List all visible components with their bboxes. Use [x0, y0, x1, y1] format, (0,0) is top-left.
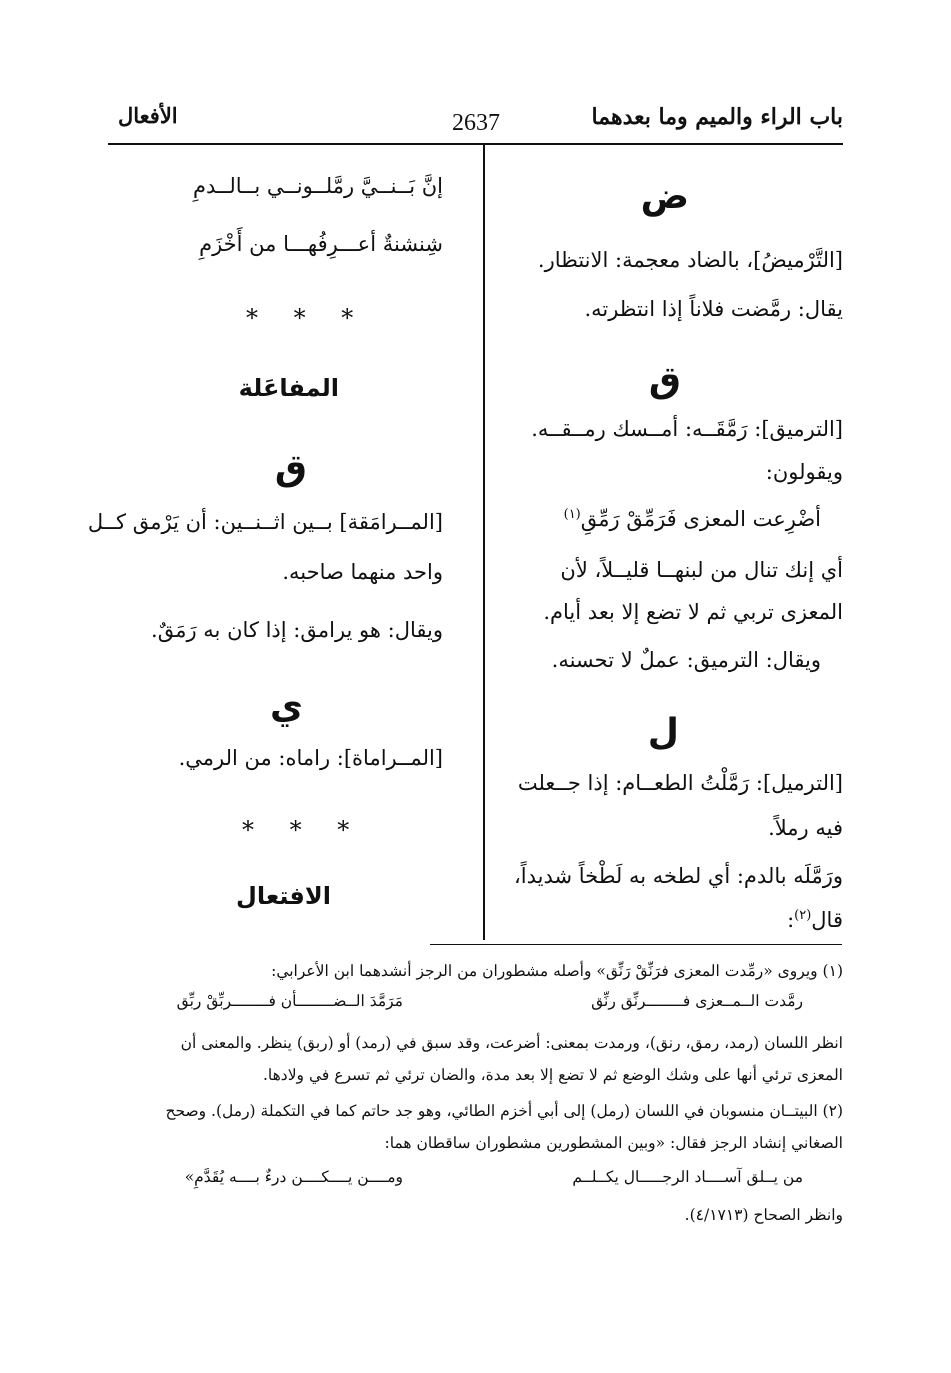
section-letter-qaf-left: ق — [274, 448, 307, 489]
entry-tarmil-1: [الترميل]: رَمَّلْتُ الطعــام: إذا جــعلت — [517, 771, 843, 795]
page-number: 2637 — [452, 110, 500, 136]
footnote-ref-2: (٢) — [794, 908, 812, 923]
footnote-1-line-3: المعزى ترئي أنها على وشك الوضع ثم لا تضع إلا بعد مدة، والضان ترئي ثم تسرع في ولادها. — [262, 1066, 843, 1084]
footnote-1-line-2: انظر اللسان (رمد، رمق، رنق)، ورمدت بمعنى: أضرعت، وقد سبق في (رمد) أو (ربق) ينظر. والمعنى أن — [180, 1034, 843, 1052]
footnote-2-line-3: وانظر الصحاح (٤/١٧١٣). — [684, 1206, 843, 1224]
entry-tarmiq-2: ويقال: الترميق: عملٌ لا تحسنه. — [551, 648, 821, 672]
proverb-explanation-1: أي إنك تنال من لبنهــا قليــلاً، لأن — [560, 558, 843, 582]
footnote-1-line-1: (١) ويروى «رمِّدت المعزى فرَنِّقْ رَنِّق» وأصله مشطوران من الرجز أنشدهما ابن الأعرابي: — [271, 962, 843, 980]
proverb-line — [564, 507, 821, 531]
entry-tarmid: [التَّرْميضُ]، بالضاد معجمة: الانتظار. — [537, 248, 843, 272]
footnote-1-verse-b: مَرَمَّدَ الــضــــــــأن فــــــــربِّقْ ربِّق — [176, 992, 403, 1010]
footnote-2-line-2: الصغاني إنشاد الرجز فقال: «وبين المشطورين مشطوران ساقطان هما: — [384, 1134, 843, 1152]
entry-rammalahu: ورَمَّلَه بالدم: أي لطخه به لَطْخاً شديداً، — [513, 864, 843, 888]
section-heading-mufaala: المفاعَلة — [238, 374, 339, 402]
qal-colon: : — [787, 908, 795, 932]
footnote-2-verse-b: ومــــن يــــكــــن درءٌ بــــه يُقَدَّمِ» — [184, 1168, 403, 1186]
section-letter-dad: ض — [640, 176, 689, 217]
entry-yuramiq: ويقال: هو يرامق: إذا كان به رَمَقٌ. — [151, 618, 443, 642]
footnote-ref-1: (١) — [563, 507, 581, 522]
section-letter-lam: ل — [647, 712, 679, 753]
proverb-explanation-2: المعزى تربي ثم لا تضع إلا بعد أيام. — [543, 600, 843, 624]
column-divider — [483, 145, 485, 940]
entry-tarmid-example: يقال: رمَّضت فلاناً إذا انتظرته. — [584, 297, 843, 321]
text-qal — [787, 908, 843, 932]
section-divider-stars-2: * * * — [242, 816, 364, 844]
entry-tarmiq: [الترميق]: رَمَّقَــه: أمــسك رمــقــه. — [531, 417, 843, 441]
footnote-2-line-1: (٢) البيتــان منسوبان في اللسان (رمل) إلى أبي أخزم الطائي، وهو جد حاتم كما في التكملة (رمل). وصحح — [165, 1102, 843, 1120]
verse-line-1: إنَّ بَــنــيَّ رمَّلــونــي بــالــدمِ — [192, 174, 443, 198]
text-yaqulun: ويقولون: — [765, 460, 843, 484]
running-head-chapter: باب الراء والميم وما بعدهما — [591, 104, 843, 130]
header-rule — [108, 143, 843, 145]
section-letter-qaf: ق — [648, 360, 681, 401]
entry-muramaqa-1: [المــرامَقة] بــين اثــنــين: أن يَرْمق كــل — [87, 510, 443, 534]
section-divider-stars-1: * * * — [246, 304, 368, 332]
entry-tarmil-2: فيه رملاً. — [768, 816, 843, 840]
section-letter-ya: ي — [270, 686, 303, 727]
footnote-rule — [430, 944, 842, 945]
footnote-2-verse-a: من يــلق آســــاد الرجـــــال يكــلــم — [572, 1168, 803, 1186]
qal-word: قال — [811, 908, 843, 932]
section-heading-iftial: الافتعال — [236, 882, 331, 910]
proverb-text: أضْرِعت المعزى فَرَمِّقْ رَمِّقِ — [580, 507, 821, 531]
footnote-1-verse-a: رمَّدت الــمــعزى فــــــــرنِّق رنِّق — [591, 992, 803, 1010]
entry-muramat: [المــراماة]: راماه: من الرمي. — [178, 746, 443, 770]
verse-line-2: شِنشنةٌ أعـــرِفُهـــا من أَخْزَمِ — [199, 232, 443, 256]
entry-muramaqa-2: واحد منهما صاحبه. — [282, 560, 443, 584]
running-head-section: الأفعال — [118, 103, 178, 128]
